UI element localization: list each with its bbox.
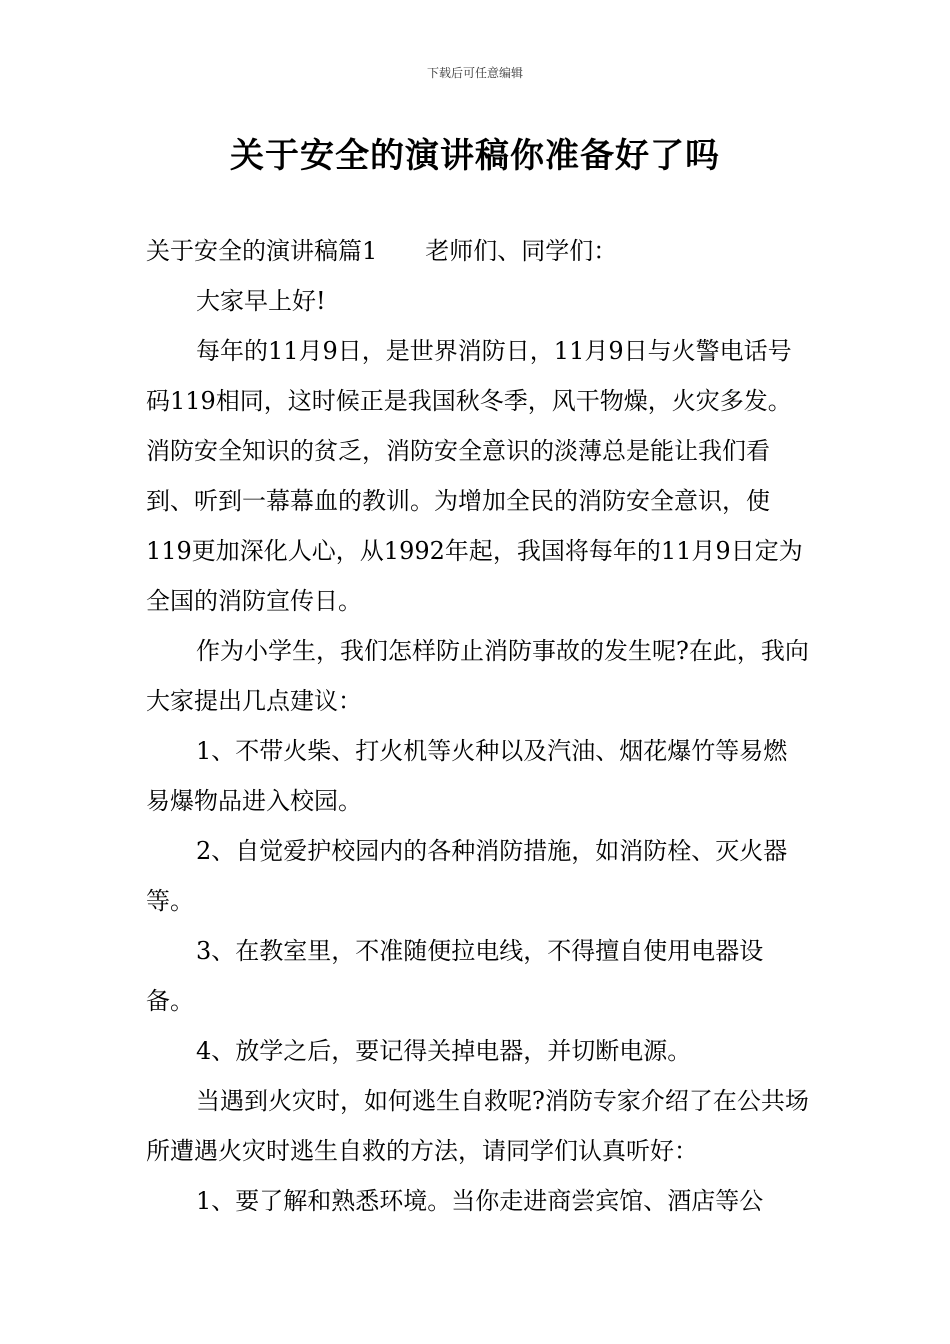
document-title: 关于安全的演讲稿你准备好了吗 bbox=[230, 136, 720, 176]
escape-item-1: 1、要了解和熟悉环境。当你走进商尝宾馆、酒店等公 bbox=[196, 1187, 764, 1215]
paragraph-escape: 当遇到火灾时，如何逃生自救呢?消防专家介绍了在公共场所遭遇火灾时逃生自救的方法，请同学们认真听好： bbox=[146, 1087, 809, 1165]
list-item-2: 2、自觉爱护校园内的各种消防措施，如消防栓、灭火器等。 bbox=[146, 837, 788, 915]
list-item-1: 1、不带火柴、打火机等火种以及汽油、烟花爆竹等易燃易爆物品进入校园。 bbox=[146, 737, 788, 815]
list-item-3: 3、在教室里，不准随便拉电线，不得擅自使用电器设备。 bbox=[146, 937, 764, 1015]
paragraph-question: 作为小学生，我们怎样防止消防事故的发生呢?在此，我向大家提出几点建议： bbox=[146, 637, 809, 715]
intro-line: 关于安全的演讲稿篇1 老师们、同学们： bbox=[146, 237, 618, 265]
paragraph-fire-day: 每年的11月9日，是世界消防日，11月9日与火警电话号码119相同，这时候正是我国秋冬季，风干物燥，火灾多发。消防安全知识的贫乏，消防安全意识的淡薄总是能让我们看到、听到一幕幕血的教训。为增加全民的消防安全意识，使119更加深化人心，从1992年起，我国将每年的11月9日定为全国的消防宣传日。 bbox=[146, 337, 803, 615]
paragraph-greeting: 大家早上好! bbox=[196, 287, 326, 315]
page-header-note: 下载后可任意编辑 bbox=[426, 66, 523, 80]
list-item-4: 4、放学之后，要记得关掉电器，并切断电源。 bbox=[196, 1037, 692, 1065]
document-body bbox=[146, 226, 810, 1226]
